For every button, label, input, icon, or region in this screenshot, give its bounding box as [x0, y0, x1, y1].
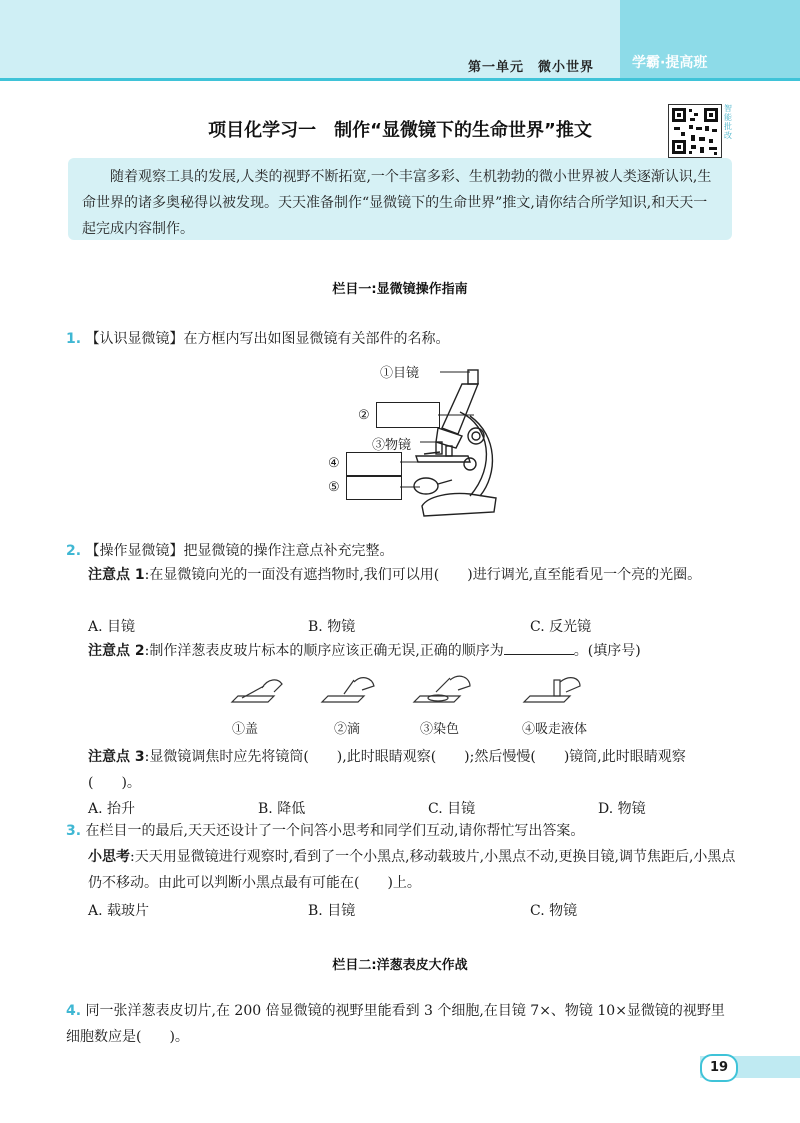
- answer-box-2[interactable]: [376, 402, 440, 428]
- think-question: [88, 844, 736, 896]
- option-b[interactable]: B. 目镜: [308, 903, 356, 919]
- step-absorb-illustration: [520, 670, 586, 710]
- leader-line-4: [400, 460, 424, 464]
- option-b[interactable]: B. 降低: [258, 801, 306, 817]
- answer-blank[interactable]: [504, 640, 574, 655]
- option-d[interactable]: D. 物镜: [598, 801, 646, 817]
- question-3: [66, 818, 736, 844]
- question-2: [66, 538, 736, 564]
- leader-line-objective: [420, 440, 440, 444]
- intro-box: [68, 158, 732, 240]
- leader-line-eyepiece: [440, 370, 470, 374]
- qr-label: 智能批改: [724, 104, 732, 140]
- note-3: [88, 744, 736, 796]
- answer-box-4[interactable]: [346, 452, 402, 476]
- option-a[interactable]: A. 抬升: [88, 801, 136, 817]
- question-number: 1.: [66, 331, 82, 347]
- header-divider: [0, 78, 800, 81]
- note-label: 注意点 1: [88, 567, 145, 583]
- step-label-4: ④吸走液体: [522, 722, 588, 737]
- step-cover-illustration: [228, 672, 288, 710]
- brand-logo: 学霸·提高班: [632, 55, 708, 71]
- think-text: :天天用显微镜进行观察时,看到了一个小黑点,移动载玻片,小黑点不动,更换目镜,调节焦距后,小黑点仍不移动。由此可以判断小黑点最有可能在( )上。: [88, 849, 736, 891]
- note-text: :显微镜调焦时应先将镜筒( ),此时眼睛观察( );然后慢慢( )镜筒,此时眼睛观察( )。: [88, 749, 686, 791]
- step-stain-illustration: [410, 670, 476, 710]
- option-c[interactable]: C. 目镜: [428, 801, 476, 817]
- option-c[interactable]: C. 物镜: [530, 903, 578, 919]
- step-label-2: ②滴: [334, 722, 361, 737]
- label-eyepiece: ①目镜: [380, 366, 420, 381]
- section-heading-1: 栏目一:显微镜操作指南: [332, 282, 468, 297]
- section-heading-2: 栏目二:洋葱表皮大作战: [332, 958, 468, 973]
- label-2: ②: [358, 408, 370, 423]
- note-label: 注意点 3: [88, 749, 145, 765]
- step-label-1: ①盖: [232, 722, 259, 737]
- qr-code[interactable]: [668, 104, 722, 158]
- unit-title: 第一单元 微小世界: [468, 60, 595, 75]
- question-text: 【操作显微镜】把显微镜的操作注意点补充完整。: [85, 543, 394, 559]
- note-1: [88, 562, 736, 588]
- question-number: 3.: [66, 823, 82, 839]
- step-drop-illustration: [318, 672, 378, 710]
- note-text: :制作洋葱表皮玻片标本的顺序应该正确无误,正确的顺序为: [144, 643, 504, 659]
- label-4: ④: [328, 456, 340, 471]
- step-label-3: ③染色: [420, 722, 460, 737]
- page-number: 19: [700, 1054, 738, 1082]
- option-c[interactable]: C. 反光镜: [530, 619, 592, 635]
- note-text: :在显微镜向光的一面没有遮挡物时,我们可以用( )进行调光,直至能看见一个亮的光圈。: [144, 567, 702, 583]
- note-label: 注意点 2: [88, 643, 145, 659]
- note-2: [88, 638, 736, 664]
- question-number: 2.: [66, 543, 82, 559]
- answer-box-5[interactable]: [346, 476, 402, 500]
- question-4: [66, 998, 736, 1050]
- question-text: 在栏目一的最后,天天还设计了一个问答小思考和同学们互动,请你帮忙写出答案。: [85, 823, 585, 839]
- option-b[interactable]: B. 物镜: [308, 619, 356, 635]
- intro-text: 随着观察工具的发展,人类的视野不断拓宽,一个丰富多彩、生机勃勃的微小世界被人类逐渐认识,生命世界的诸多奥秘得以被发现。天天准备制作“显微镜下的生命世界”推文,请你结合所学知识,和天天一起完成内容制作。: [82, 169, 712, 237]
- question-1: [66, 326, 736, 352]
- think-label: 小思考: [88, 849, 130, 865]
- label-objective: ③物镜: [372, 438, 412, 453]
- page-title: 项目化学习一 制作“显微镜下的生命世界”推文: [208, 120, 592, 141]
- leader-line-2: [438, 413, 474, 417]
- question-text: 【认识显微镜】在方框内写出如图显微镜有关部件的名称。: [85, 331, 450, 347]
- option-a[interactable]: A. 载玻片: [88, 903, 150, 919]
- label-5: ⑤: [328, 480, 340, 495]
- note-text-end: 。(填序号): [573, 643, 641, 659]
- option-a[interactable]: A. 目镜: [88, 619, 136, 635]
- leader-line-5: [400, 485, 420, 489]
- question-number: 4.: [66, 1003, 82, 1019]
- question-text: 同一张洋葱表皮切片,在 200 倍显微镜的视野里能看到 3 个细胞,在目镜 7×、物镜 10×显微镜的视野里细胞数应是( )。: [66, 1003, 725, 1045]
